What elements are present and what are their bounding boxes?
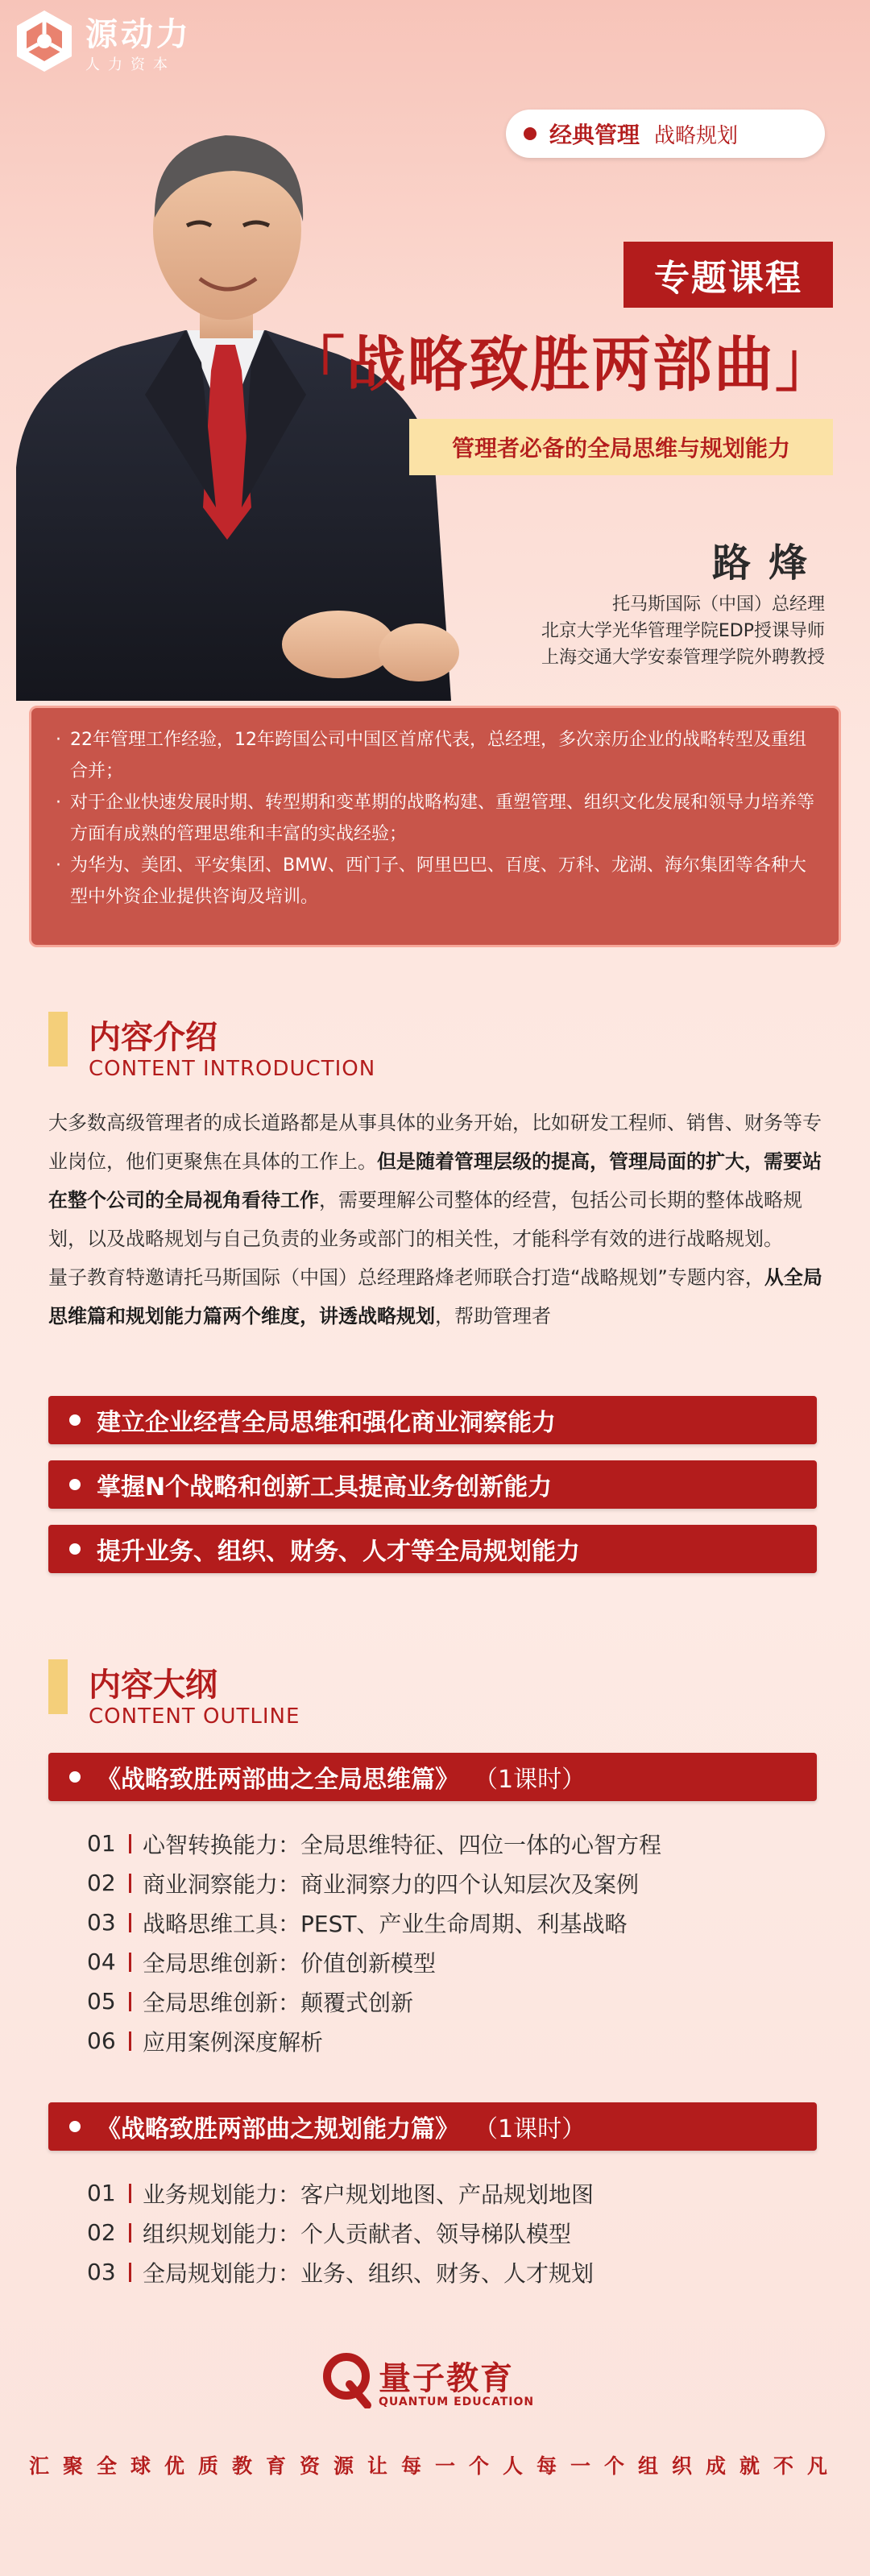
divider [129, 1953, 131, 1972]
item-number: 02 [87, 1870, 116, 1896]
item-number: 01 [87, 2180, 116, 2206]
intro-text: ，帮助管理者 [435, 1305, 551, 1327]
goal-bar [48, 1525, 817, 1573]
item-text: 业务规划能力：客户规划地图、产品规划地图 [143, 2180, 594, 2208]
outline-item [87, 2213, 594, 2252]
bio-item: · 为华为、美团、平安集团、BMW、西门子、阿里巴巴、百度、万科、龙湖、海尔集团等各种大型中外资企业提供咨询及培训。 [56, 850, 814, 913]
goal-text: 建立企业经营全局思维和强化商业洞察能力 [97, 1409, 556, 1437]
teacher-name: 路烽 [711, 540, 825, 586]
item-number: 03 [87, 2259, 116, 2285]
outline-item [87, 1824, 661, 1863]
intro-text: ，需要理解公司整体的经营，包括公司长期的整体战略规划，以及战略规划与自己负责的业务或部门的相关性，才能科学有效的进行战略规划。 [48, 1189, 802, 1250]
item-text: 组织规划能力：个人贡献者、领导梯队模型 [143, 2220, 572, 2247]
item-text: 应用案例深度解析 [143, 2028, 324, 2056]
intro-text: 量子教育特邀请托马斯国际（中国）总经理路烽老师联合打造“战略规划”专题内容， [48, 1266, 764, 1289]
part2-title: 《战略致胜两部曲之规划能力篇》 [97, 2115, 459, 2143]
goal-bar [48, 1396, 817, 1444]
item-text: 心智转换能力：全局思维特征、四位一体的心智方程 [143, 1831, 662, 1858]
outline-heading-en: CONTENT OUTLINE [89, 1704, 300, 1729]
goal-text: 提升业务、组织、财务、人才等全局规划能力 [97, 1538, 580, 1566]
item-text: 全局规划能力：业务、组织、财务、人才规划 [143, 2259, 594, 2287]
course-title: 「战略致胜两部曲」 [285, 330, 836, 400]
part2-lesson: （1课时） [474, 2115, 586, 2143]
footer-slogan: 汇聚全球优质教育资源让每一个人每一个组织成就不凡 [28, 2454, 841, 2478]
outline-item [87, 1982, 661, 2021]
item-number: 01 [87, 1830, 116, 1857]
intro-highlight: 但是随着管理层级的提高，管理局面的扩大，需要站在整个公司的全局视角看待工作 [48, 1150, 822, 1211]
outline-item [87, 1903, 661, 1942]
bio-item: · 对于企业快速发展时期、转型期和变革期的战略构建、重塑管理、组织文化发展和领导力培养等方面有成熟的管理思维和丰富的实战经验； [56, 787, 814, 850]
course-subtitle: 管理者必备的全局思维与规划能力 [409, 419, 833, 475]
intro-body [48, 1104, 830, 1336]
outline-item [87, 2173, 594, 2213]
item-number: 05 [87, 1988, 116, 2015]
teacher-bio [29, 706, 841, 947]
intro-text: 大多数高级管理者的成长道路都是从事具体的业务开始，比如研发工程师、销售、财务等专业岗位，他们更聚焦在具体的工作上。 [48, 1112, 822, 1173]
divider [129, 2031, 131, 2051]
teacher-title-line: 上海交通大学安泰管理学院外聘教授 [541, 648, 825, 668]
divider [129, 1992, 131, 2011]
item-text: 战略思维工具：PEST、产业生命周期、利基战略 [143, 1910, 628, 1937]
brand-name: 量子教育 [379, 2359, 514, 2397]
logo-subtitle: 人力资本 [85, 56, 176, 73]
part2-title-bar [48, 2102, 817, 2151]
heading-accent-bar [48, 1659, 68, 1714]
bullet-dot-icon [69, 1414, 81, 1426]
teacher-title-line: 北京大学光华管理学院EDP授课导师 [541, 621, 825, 641]
outline-heading: 内容大纲 [89, 1667, 218, 1704]
brand-name-en: QUANTUM EDUCATION [379, 2395, 535, 2408]
divider [129, 1874, 131, 1893]
q-logo-icon [322, 2352, 372, 2408]
bio-item: · 22年管理工作经验，12年跨国公司中国区首席代表，总经理，多次亲历企业的战略转型及重组合并； [56, 724, 814, 787]
intro-paragraph [48, 1104, 830, 1258]
intro-heading: 内容介绍 [89, 1019, 218, 1056]
item-text: 商业洞察能力：商业洞察力的四个认知层次及案例 [143, 1870, 640, 1898]
outline-item [87, 2021, 661, 2060]
item-text: 全局思维创新：颠覆式创新 [143, 1989, 414, 2016]
intro-highlight: 从全局思维篇和规划能力篇两个维度，讲透战略规划 [48, 1266, 822, 1327]
item-text: 全局思维创新：价值创新模型 [143, 1949, 437, 1977]
item-number: 04 [87, 1949, 116, 1975]
item-number: 02 [87, 2219, 116, 2246]
topic-badge: 专题课程 [624, 242, 833, 308]
bullet-dot-icon [69, 1771, 81, 1783]
part1-list [87, 1824, 661, 2060]
heading-accent-bar [48, 1012, 68, 1066]
item-number: 06 [87, 2027, 116, 2054]
hexagon-logo-icon [11, 8, 77, 74]
goal-text: 掌握N个战略和创新工具提高业务创新能力 [97, 1473, 553, 1501]
intro-heading-en: CONTENT INTRODUCTION [89, 1057, 376, 1081]
category-tag [506, 110, 825, 158]
bullet-dot-icon [69, 1479, 81, 1490]
goal-bar [48, 1460, 817, 1509]
outline-item [87, 2252, 594, 2292]
part1-lesson: （1课时） [474, 1766, 586, 1794]
intro-paragraph [48, 1258, 830, 1336]
part1-title: 《战略致胜两部曲之全局思维篇》 [97, 1766, 459, 1794]
bullet-dot-icon [524, 127, 536, 140]
divider [129, 2263, 131, 2282]
teacher-titles [541, 591, 825, 671]
divider [129, 1834, 131, 1853]
quantum-education-logo [322, 2352, 534, 2408]
bullet-dot-icon [69, 2121, 81, 2132]
part1-title-bar [48, 1753, 817, 1801]
category-sub: 战略规划 [654, 123, 739, 148]
brand-logo [11, 8, 192, 74]
divider [129, 2223, 131, 2243]
part2-list [87, 2173, 594, 2292]
bullet-dot-icon [69, 1543, 81, 1555]
teacher-title-line: 托马斯国际（中国）总经理 [611, 594, 825, 615]
outline-item [87, 1942, 661, 1982]
divider [129, 2184, 131, 2203]
outline-item [87, 1863, 661, 1903]
logo-name: 源动力 [85, 15, 192, 53]
category-main: 经典管理 [549, 122, 640, 148]
item-number: 03 [87, 1909, 116, 1936]
divider [129, 1913, 131, 1932]
